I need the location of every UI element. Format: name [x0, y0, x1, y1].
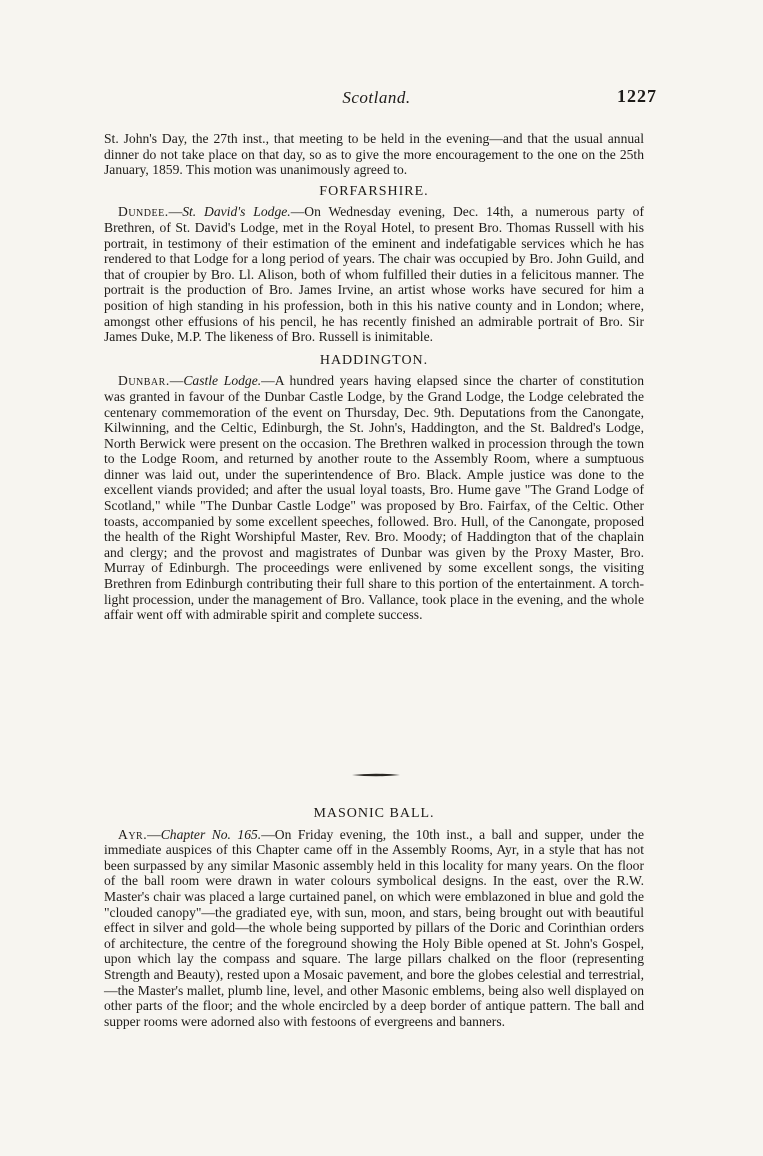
- paragraph-text: —On Wednesday evening, Dec. 14th, a numerous party of Brethren, of St. David's Lodge, met in the Royal Hotel, to present Bro. Thomas Russell with his portrait, in testimony of their estimation of the eminent and indefatigable services which he has rendered to that Lodge for a long period of years. The chair was occupied by Bro. John Guild, and that of croupier by Bro. Ll. Alison, both of whom fulfilled their duties in a felicitous manner. The portrait is the production of Bro. James Irvine, an artist whose works have secured for him a position of high standing in his profession, both in this his native county and in London; where, amongst other effusions of his pencil, he has recently finished an admirable portrait of Bro. Sir James Duke, M.P. The likeness of Bro. Russell is inimitable.: [104, 204, 644, 345]
- running-head: [104, 86, 657, 114]
- section-divider-ornament: [352, 773, 400, 777]
- running-title: Scotland.: [342, 88, 411, 107]
- lead-place: Dunbar.: [118, 373, 170, 389]
- lead-lodge: Castle Lodge.: [183, 373, 262, 389]
- section-heading-haddington: HADDINGTON.: [319, 352, 429, 368]
- upper-article-block: [104, 131, 644, 623]
- lead-place: Dundee.: [118, 204, 169, 220]
- forfarshire-paragraph: [104, 204, 644, 344]
- lead-dash: —: [169, 373, 184, 389]
- haddington-paragraph: [104, 373, 644, 623]
- continuation-paragraph: St. John's Day, the 27th inst., that meeting to be held in the evening—and that the usual annual dinner do not take place on that day, so as to give the more encouragement to the one on the 25th January, 1859. This motion was unanimously agreed to.: [104, 131, 644, 178]
- lower-article-block: [104, 806, 644, 1029]
- lead-lodge: Chapter No. 165.: [160, 826, 262, 842]
- section-heading-forfarshire: FORFARSHIRE.: [319, 183, 429, 199]
- section-heading-masonic-ball: MASONIC BALL.: [313, 806, 435, 821]
- lead-place: Ayr.: [118, 826, 148, 842]
- paragraph-text: —A hundred years having elapsed since the charter of constitution was granted in favour of the Dunbar Castle Lodge, by the Grand Lodge, the Lodge celebrated the centenary commemoration of the event on Thursday, Dec. 9th. Deputations from the Canongate, Kilwinning, and the Celtic, Edinburgh, the St. John's, Haddington, and the St. Baldred's Lodge, North Berwick were present on the occasion. The Brethren walked in procession through the town to the Lodge Room, and returned by another route to the Assembly Room, where a sumptuous dinner was laid out, under the superintendence of Bro. Black. Ample justice was done to the excellent viands provided; and after the usual loyal toasts, Bro. Hume gave "The Grand Lodge of Scotland," while "The Dunbar Castle Lodge" was proposed by Bro. Fairfax, of the Celtic. Other toasts, accompanied by some excellent speeches, followed. Bro. Hull, of the Canongate, proposed the health of the Right Worshipful Master, Rev. Bro. Moody; of Haddington that of the chaplain and clergy; and the provost and magistrates of Dunbar was given by the Proxy Master, Bro. Murray of Edinburgh. The proceedings were enlivened by some excellent songs, the visiting Brethren from Edinburgh contributing their full share to this portion of the entertainment. A torch-light procession, under the management of Bro. Vallance, took place in the evening, and the whole affair went off with admirable spirit and complete success.: [104, 373, 644, 623]
- lead-dash: —: [147, 826, 161, 842]
- page-number: 1227: [617, 86, 657, 106]
- lead-lodge: St. David's Lodge.: [182, 204, 291, 220]
- paragraph-text: —On Friday evening, the 10th inst., a ball and supper, under the immediate auspices of this Chapter came off in the Assembly Rooms, Ayr, in a style that has not been surpassed by any similar Masonic assembly held in this locality for many years. On the floor of the ball room were drawn in water colours symbolical designs. In the east, over the R.W. Master's chair was placed a large curtained panel, on which were emblazoned in blue and gold the "clouded canopy"—the gradiated eye, with sun, moon, and stars, being brought out with beautiful effect in silver and gold—the whole being supported by pillars of the Doric and Corinthian orders of architecture, the centre of the foreground showing the Holy Bible opened at St. John's Gospel, upon which lay the compass and square. The large pillars chalked on the floor (representing Strength and Beauty), rested upon a Mosaic pavement, and bore the globes celestial and terrestrial,—the Master's mallet, plumb line, level, and other Masonic emblems, being also well displayed on other parts of the floor; and the whole encircled by a deep border of antique pattern. The ball and supper rooms were adorned also with festoons of evergreens and banners.: [104, 826, 645, 1029]
- masonic-ball-paragraph: [104, 827, 644, 1030]
- lead-dash: —: [168, 204, 183, 220]
